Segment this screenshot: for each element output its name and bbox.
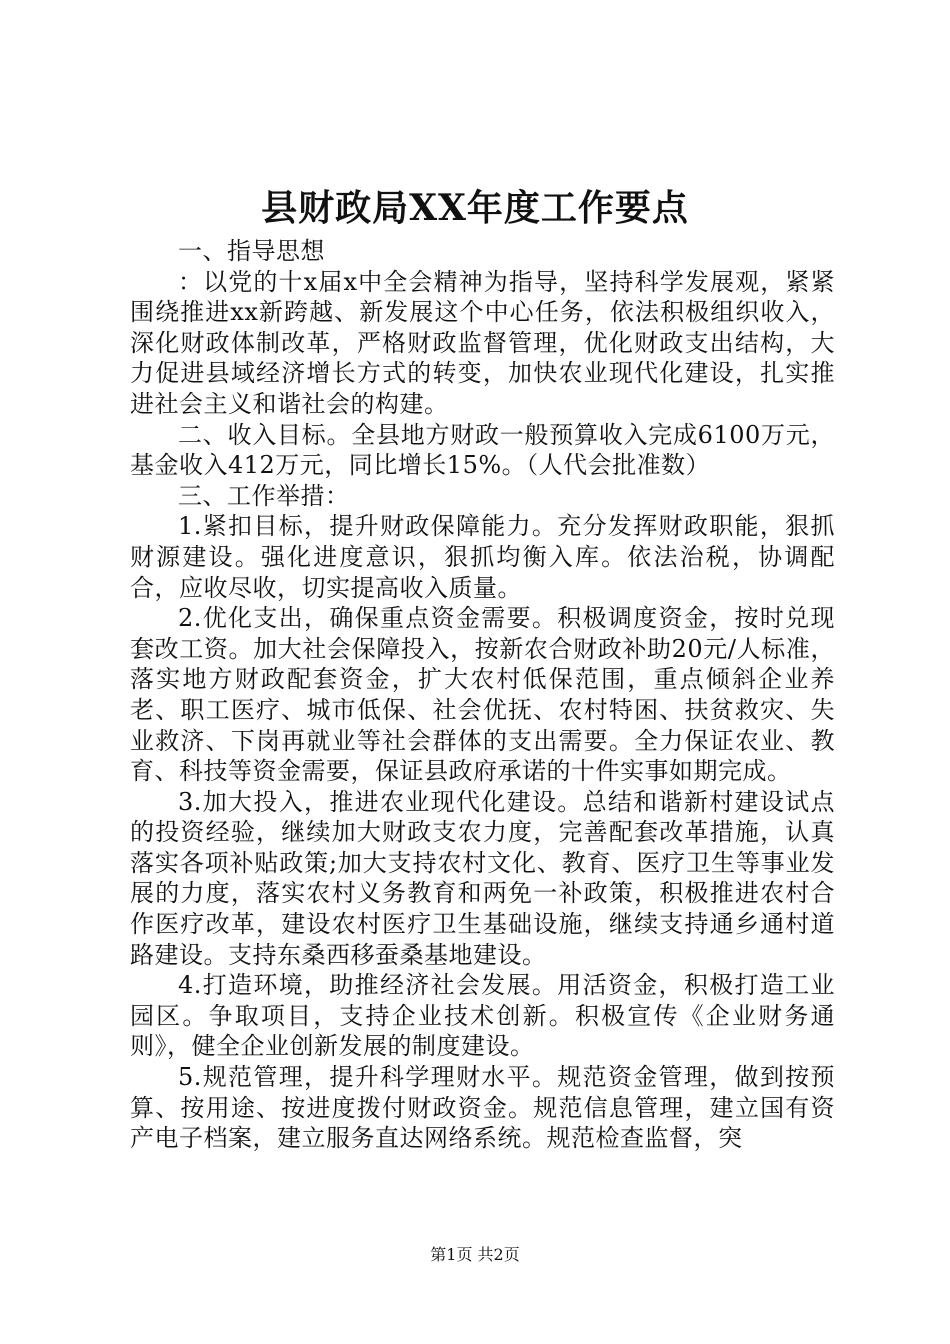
section-heading-measures: 三、工作举措： <box>178 481 350 510</box>
paragraph-measure-2: 2.优化支出，确保重点资金需要。积极调度资金，按时兑现套改工资。加大社会保障投入，按新农合财政补助20元/人标准，落实地方财政配套资金，扩大农村低保范围，重点倾斜企业养老、职工医疗、城市低保、社会优抚、农村特困、扶贫救灾、失业救济、下岗再就业等社会群体的支出需要。全力保证农业、教育、科技等资金需要，保证县政府承诺的十件实事如期完成。 <box>130 604 835 786</box>
document-body <box>130 236 835 1154</box>
page-number-footer: 第1页 共2页 <box>430 1245 520 1264</box>
paragraph-measure-5: 5.规范管理，提升科学理财水平。规范资金管理，做到按预算、按用途、按进度拨付财政资金。规范信息管理，建立国有资产电子档案，建立服务直达网络系统。规范检查监督，突 <box>130 1063 835 1153</box>
paragraph-measure-3: 3.加大投入，推进农业现代化建设。总结和谐新村建设试点的投资经验，继续加大财政支农力度，完善配套改革措施，认真落实各项补贴政策;加大支持农村文化、教育、医疗卫生等事业发展的力度，落实农村义务教育和两免一补政策，积极推进农村合作医疗改革，建设农村医疗卫生基础设施，继续支持通乡通村道路建设。支持东桑西移蚕桑基地建设。 <box>130 787 835 969</box>
section-heading-guiding-thought: 一、指导思想 <box>178 237 325 265</box>
paragraph-guiding-thought: ：以党的十x届x中全会精神为指导，坚持科学发展观，紧紧围绕推进xx新跨越、新发展这个中心任务，依法积极组织收入，深化财政体制改革，严格财政监督管理，优化财政支出结构，大力促进县域经济增长方式的转变，加快农业现代化建设，扎实推进社会主义和谐社会的构建。 <box>130 267 835 418</box>
paragraph-measure-4: 4.打造环境，助推经济社会发展。用活资金，积极打造工业园区。争取项目，支持企业技术创新。积极宣传《企业财务通则》，健全企业创新发展的制度建设。 <box>130 971 835 1061</box>
document-title: 县财政局XX年度工作要点 <box>261 187 689 229</box>
paragraph-revenue-target: 二、收入目标。全县地方财政一般预算收入完成6100万元，基金收入412万元，同比增长15%。（人代会批准数） <box>130 420 835 480</box>
paragraph-measure-1: 1.紧扣目标，提升财政保障能力。充分发挥财政职能，狠抓财源建设。强化进度意识，狠抓均衡入库。依法治税，协调配合，应收尽收，切实提高收入质量。 <box>130 512 835 602</box>
